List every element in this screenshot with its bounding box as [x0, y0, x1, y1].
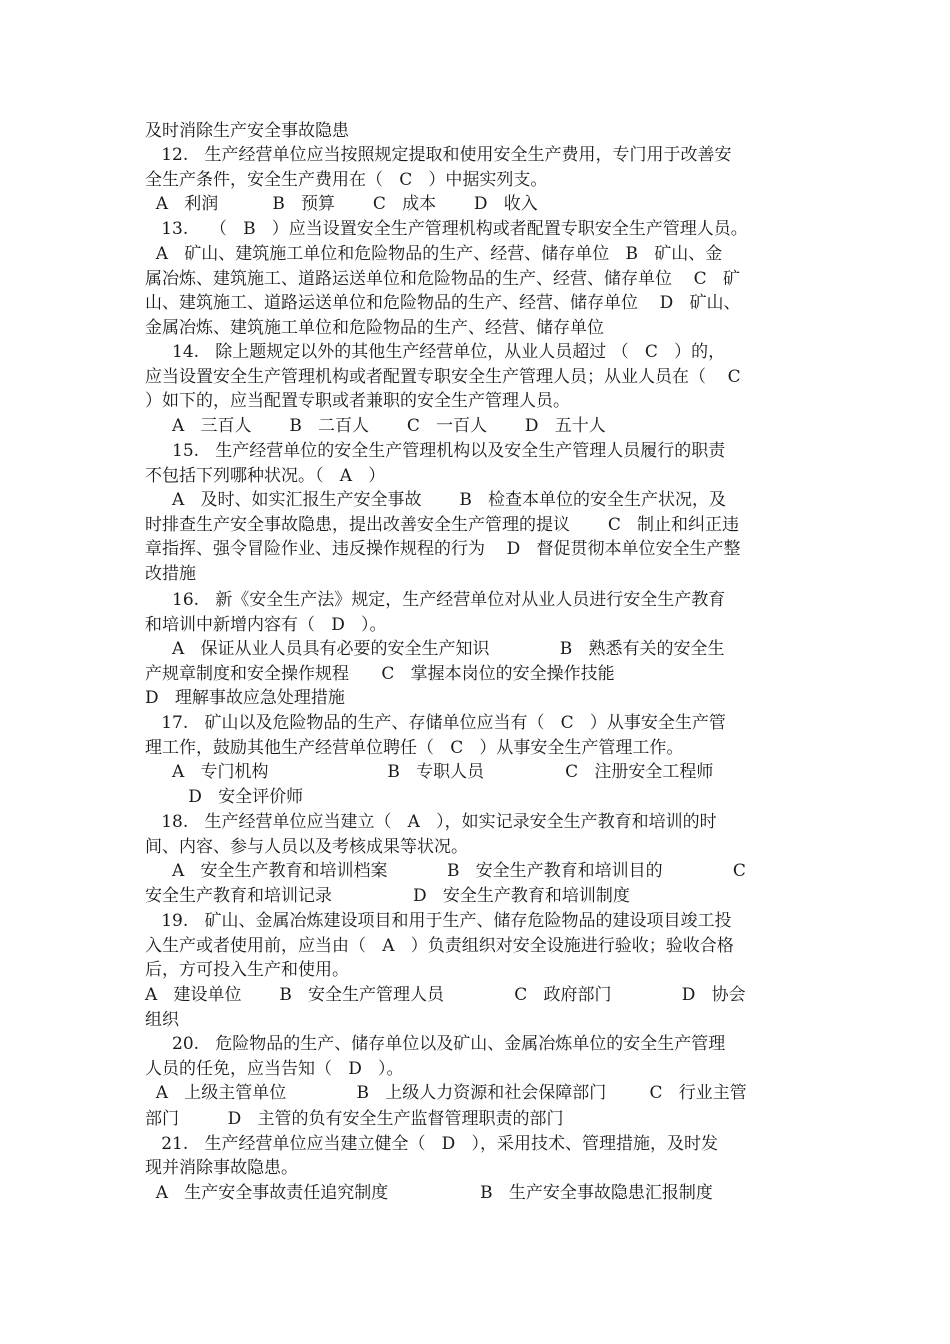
text-line: D 安全评价师	[145, 787, 304, 807]
text-line: 人员的任免，应当告知（ D ）。	[145, 1059, 404, 1079]
text-line: 16. 新《安全生产法》规定，生产经营单位对从业人员进行安全生产教育	[145, 590, 726, 610]
text-line: 部门 D 主管的负有安全生产监督管理职责的部门	[145, 1109, 564, 1129]
text-line: D 理解事故应急处理措施	[145, 688, 345, 708]
text-line: 间、内容、参与人员以及考核成果等状况。	[145, 837, 468, 857]
text-line: A 三百人 B 二百人 C 一百人 D 五十人	[145, 416, 606, 436]
text-line: A 利润 B 预算 C 成本 D 收入	[145, 194, 538, 214]
text-line: 不包括下列哪种状况。（ A ）	[145, 466, 386, 486]
text-line: 产规章制度和安全操作规程 C 掌握本岗位的安全操作技能	[145, 664, 615, 684]
text-line: 应当设置安全生产管理机构或者配置专职安全生产管理人员；从业人员在（ C	[145, 367, 741, 387]
text-line: 组织	[145, 1010, 179, 1030]
text-line: 13. （ B ）应当设置安全生产管理机构或者配置专职安全生产管理人员。	[145, 219, 748, 239]
text-line: 山、建筑施工、道路运送单位和危险物品的生产、经营、储存单位 D 矿山、	[145, 293, 741, 313]
text-line: 18. 生产经营单位应当建立（ A ），如实记录安全生产教育和培训的时	[145, 812, 717, 832]
text-line: 章指挥、强令冒险作业、违反操作规程的行为 D 督促贯彻本单位安全生产整	[145, 539, 741, 559]
text-line: A 专门机构 B 专职人员 C 注册安全工程师	[145, 762, 714, 782]
text-line: 及时消除生产安全事故隐患	[145, 121, 349, 141]
text-line: 17. 矿山以及危险物品的生产、存储单位应当有（ C ）从事安全生产管	[145, 713, 726, 733]
text-line: ）如下的，应当配置专职或者兼职的安全生产管理人员。	[145, 391, 570, 411]
text-line: 安全生产教育和培训记录 D 安全生产教育和培训制度	[145, 886, 630, 906]
text-line: 时排查生产安全事故隐患，提出改善安全生产管理的提议 C 制止和纠正违	[145, 515, 740, 535]
text-line: 现并消除事故隐患。	[145, 1158, 298, 1178]
text-line: 理工作，鼓励其他生产经营单位聘任（ C ）从事安全生产管理工作。	[145, 738, 684, 758]
text-line: 改措施	[145, 564, 196, 584]
text-line: 入生产或者使用前，应当由（ A ）负责组织对安全设施进行验收；验收合格	[145, 936, 734, 956]
text-line: 全生产条件，安全生产费用在（ C ）中据实列支。	[145, 170, 548, 190]
text-line: A 保证从业人员具有必要的安全生产知识 B 熟悉有关的安全生	[145, 639, 725, 659]
text-line: A 矿山、建筑施工单位和危险物品的生产、经营、储存单位 B 矿山、金	[145, 244, 723, 264]
text-line: 20. 危险物品的生产、储存单位以及矿山、金属冶炼单位的安全生产管理	[145, 1034, 726, 1054]
text-line: A 上级主管单位 B 上级人力资源和社会保障部门 C 行业主管	[145, 1083, 747, 1103]
text-line: 21. 生产经营单位应当建立健全（ D ），采用技术、管理措施，及时发	[145, 1134, 719, 1154]
text-line: 15. 生产经营单位的安全生产管理机构以及安全生产管理人员履行的职责	[145, 441, 726, 461]
text-line: 和培训中新增内容有（ D ）。	[145, 615, 387, 635]
text-line: 属冶炼、建筑施工、道路运送单位和危险物品的生产、经营、储存单位 C 矿	[145, 269, 740, 289]
text-line: 19. 矿山、金属冶炼建设项目和用于生产、储存危险物品的建设项目竣工投	[145, 911, 732, 931]
text-line: 后，方可投入生产和使用。	[145, 960, 349, 980]
text-line: A 安全生产教育和培训档案 B 安全生产教育和培训目的 C	[145, 861, 746, 881]
text-line: A 及时、如实汇报生产安全事故 B 检查本单位的安全生产状况，及	[145, 490, 727, 510]
text-line: 金属冶炼、建筑施工单位和危险物品的生产、经营、储存单位	[145, 318, 604, 338]
text-line: A 生产安全事故责任追究制度 B 生产安全事故隐患汇报制度	[145, 1183, 713, 1203]
text-line: 12. 生产经营单位应当按照规定提取和使用安全生产费用，专门用于改善安	[145, 145, 732, 165]
text-line: A 建设单位 B 安全生产管理人员 C 政府部门 D 协会	[145, 985, 746, 1005]
text-line: 14. 除上题规定以外的其他生产经营单位，从业人员超过 （ C ）的，	[145, 342, 726, 362]
